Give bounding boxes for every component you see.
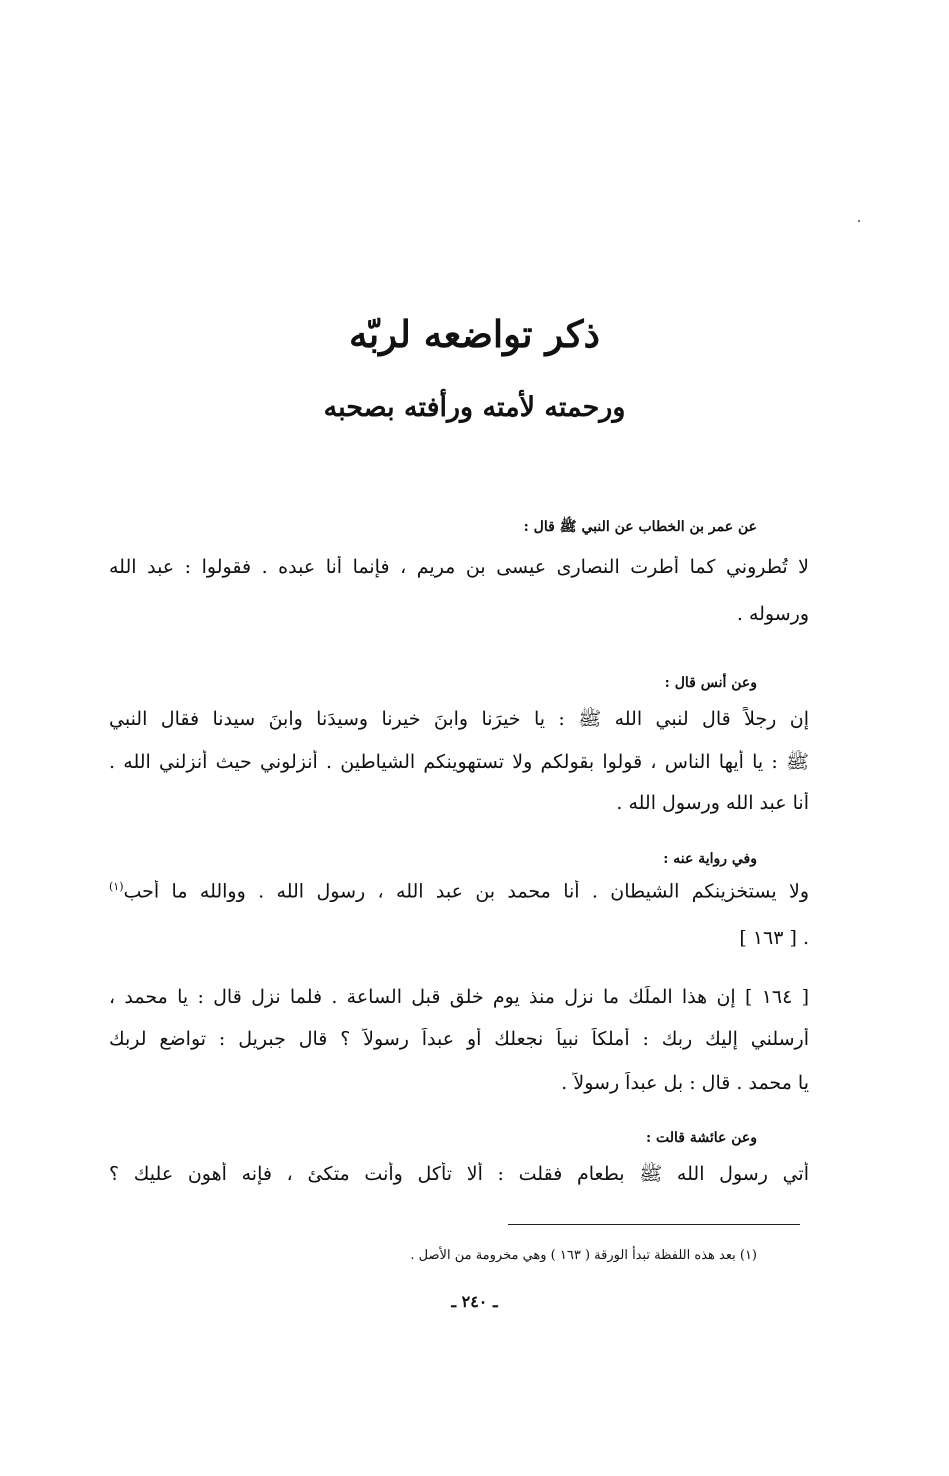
footnote-divider (508, 1224, 800, 1225)
hadith-intro-umar: عن عمر بن الخطاب عن النبي ﷺ قال : (523, 519, 757, 535)
reference-line: . [ ١٦٣ ] (739, 927, 809, 949)
text-line (109, 880, 809, 902)
footnote-marker: (١) (109, 880, 124, 893)
hadith-intro-aisha: وعن عائشة قالت : (645, 1130, 757, 1146)
chapter-subtitle: ورحمته لأمته ورأفته بصحبه (323, 392, 626, 423)
text-line: أُتي رسول الله ﷺ بطعام فقلت : ألا تأكل وأنت متكئ ، فإنه أهون عليك ؟ (109, 1163, 809, 1185)
footnote: (١) بعد هذه اللفظة تبدأ الورقة ( ١٦٣ ) وهي مخرومة من الأصل . (410, 1248, 757, 1263)
text-line-content: ولا يستخزينكم الشيطان . أنا محمد بن عبد الله ، رسول الله . ووالله ما أحب (123, 880, 809, 903)
hadith-intro-anas: وعن أنس قال : (664, 675, 757, 691)
text-line: لا تُطروني كما أطرت النصارى عيسى بن مريم ، فإنما أنا عبده . فقولوا : عبد الله (109, 556, 809, 578)
hadith-intro-variant: وفي رواية عنه : (663, 851, 757, 867)
page-number: ـ ٢٤٠ ـ (451, 1292, 498, 1311)
text-line: [ ١٦٤ ] إن هذا الملَك ما نزل منذ يوم خلق قبل الساعة . فلما نزل قال : يا محمد ، (109, 986, 809, 1008)
text-line: ﷺ : يا أيها الناس ، قولوا بقولكم ولا تستهوينكم الشياطين . أنزلوني حيث أنزلني الله . (109, 751, 809, 773)
text-line: أرسلني إليك ربك : أملكاً نبياً نجعلك أو عبداً رسولاً ؟ قال جبريل : تواضع لربك (109, 1028, 809, 1050)
chapter-title: ذكر تواضعه لربّه (349, 312, 600, 356)
scan-speck (858, 220, 860, 222)
text-line: يا محمد . قال : بل عبداً رسولاً . (561, 1072, 809, 1094)
text-line: ورسوله . (736, 603, 809, 625)
text-line: إن رجلاً قال لنبي الله ﷺ : يا خيرَنا وابنَ خيرنا وسيدَنا وابنَ سيدنا فقال النبي (109, 708, 809, 730)
text-line: أنا عبد الله ورسول الله . (616, 792, 809, 814)
